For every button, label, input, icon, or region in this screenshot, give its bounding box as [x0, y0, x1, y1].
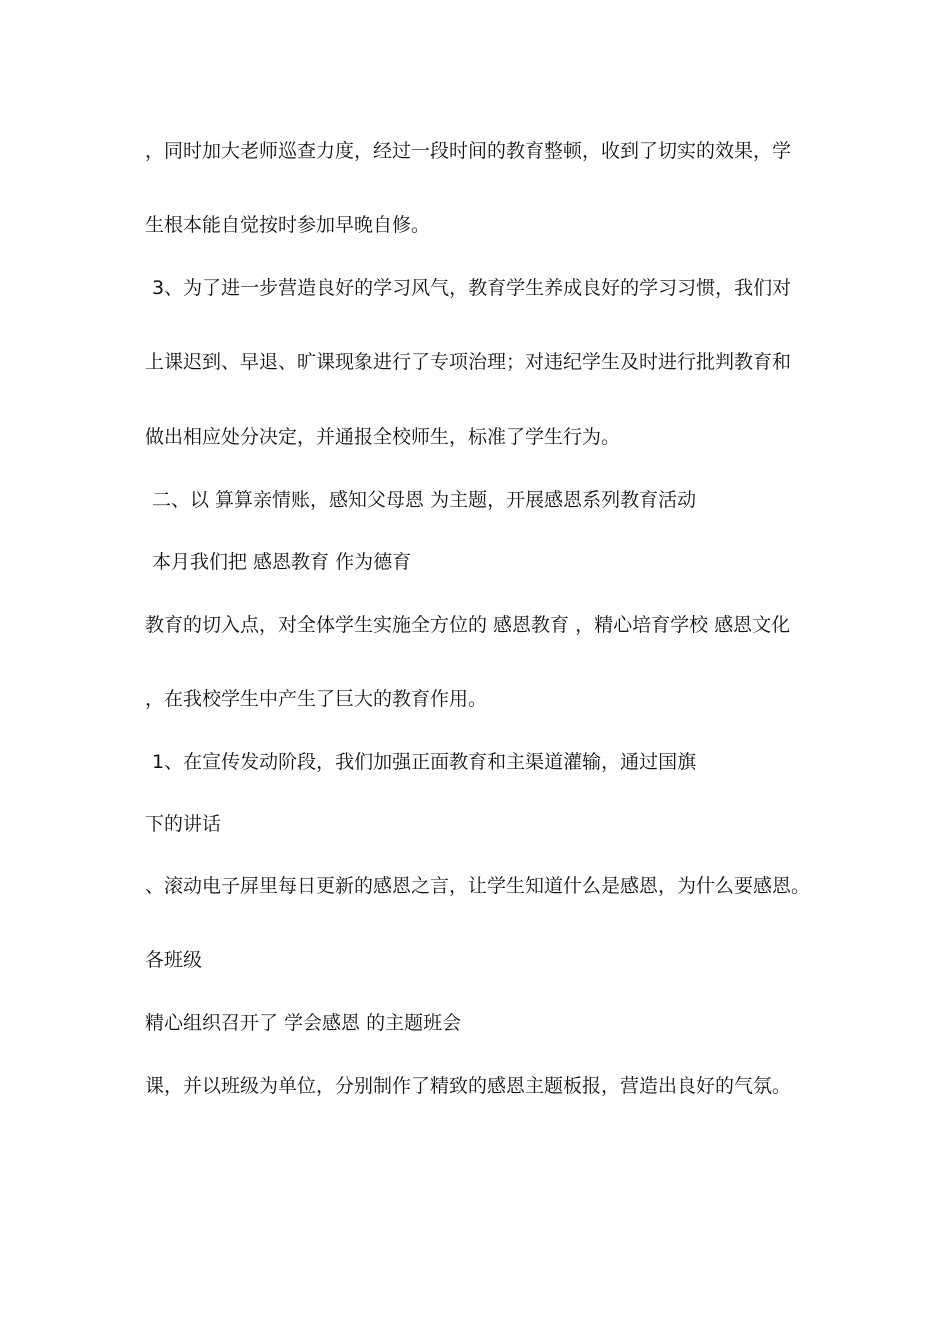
paragraph-line-2: 生根本能自觉按时参加早晚自修。: [145, 214, 431, 236]
paragraph-line-9: ，在我校学生中产生了巨大的教育作用。: [145, 688, 488, 710]
paragraph-line-15: 课，并以班级为单位，分别制作了精致的感恩主题板报，营造出良好的气氛。: [145, 1075, 792, 1097]
paragraph-line-11: 下的讲话: [145, 813, 222, 835]
paragraph-line-10: 1、在宣传发动阶段，我们加强正面教育和主渠道灌输，通过国旗: [152, 751, 697, 773]
paragraph-line-13: 各班级: [145, 949, 203, 971]
paragraph-line-7: 本月我们把 感恩教育 作为德育: [152, 551, 412, 573]
paragraph-line-3: 3、为了进一步营造良好的学习风气，教育学生养成良好的学习习惯，我们对: [152, 277, 792, 299]
paragraph-line-12: 、滚动电子屏里每日更新的感恩之言，让学生知道什么是感恩，为什么要感恩。: [145, 875, 811, 897]
paragraph-line-8: 教育的切入点，对全体学生实施全方位的 感恩教育 ，精心培育学校 感恩文化: [145, 614, 791, 636]
paragraph-line-1: ，同时加大老师巡查力度，经过一段时间的教育整顿，收到了切实的效果，学: [145, 140, 792, 162]
paragraph-line-5: 做出相应处分决定，并通报全校师生，标准了学生行为。: [145, 426, 621, 448]
paragraph-line-4: 上课迟到、早退、旷课现象进行了专项治理；对违纪学生及时进行批判教育和: [145, 351, 792, 373]
paragraph-line-14: 精心组织召开了 学会感恩 的主题班会: [145, 1012, 462, 1034]
section-heading: 二、以 算算亲情账，感知父母恩 为主题，开展感恩系列教育活动: [152, 489, 697, 511]
